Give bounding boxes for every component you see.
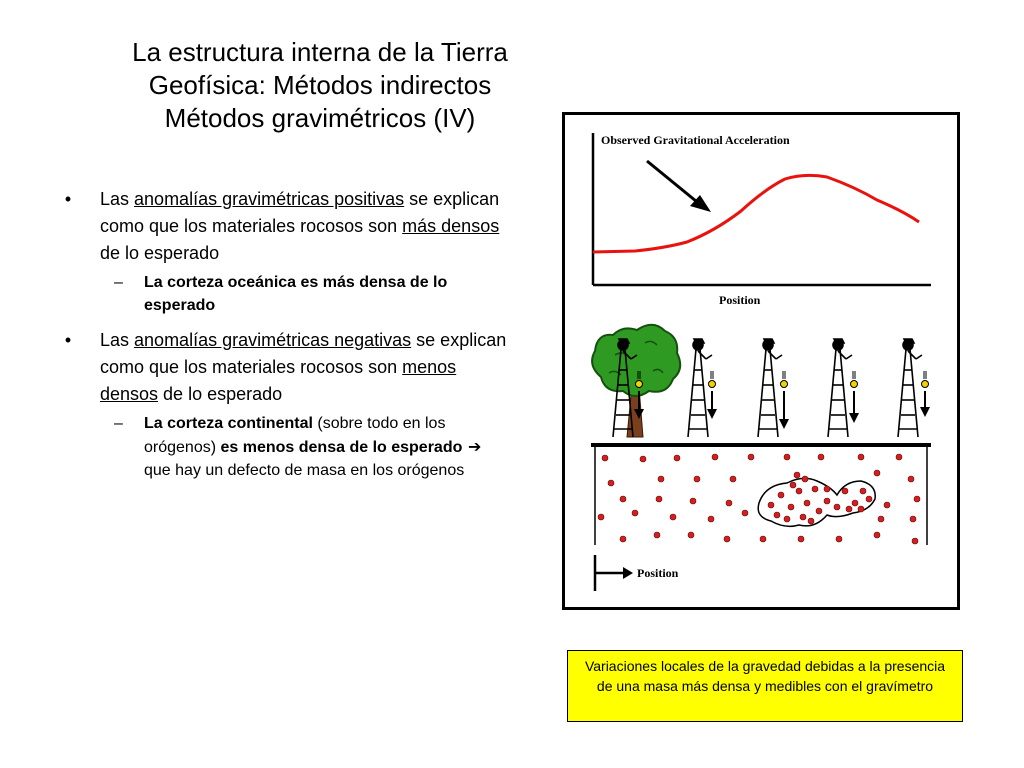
density-particle (874, 470, 880, 476)
bullet-marker: • (64, 330, 72, 350)
density-particle (800, 514, 806, 520)
graph-x-axis-label: Position (719, 293, 761, 307)
tree-icon (592, 325, 680, 437)
density-particle (802, 476, 808, 482)
sub-bullet-text-2: que hay un defecto de masa en los orógenos (144, 462, 465, 479)
density-particle (670, 514, 676, 520)
sub-bullet-marker: – (114, 415, 123, 432)
density-particle (824, 498, 830, 504)
sub-bullet-oceanic-crust (58, 271, 508, 317)
density-particle (620, 536, 626, 542)
sub-bullet-bold: La corteza oceánica es más densa de lo esperado (144, 274, 448, 314)
density-particle (914, 496, 920, 502)
gravity-vector-4 (849, 371, 859, 423)
density-particle (620, 496, 626, 502)
sub-bullet-text-1: (sobre todo en los orógenos) (144, 415, 446, 456)
density-particle (608, 480, 614, 486)
caption-text: Variaciones locales de la gravedad debidas a la presencia de una masa más densa y medibles con el gravímetro (584, 658, 946, 694)
density-particle (912, 538, 918, 544)
slide-title (80, 36, 560, 135)
gravimeter-operator-3 (758, 339, 782, 437)
density-particle (742, 510, 748, 516)
density-particle (790, 482, 796, 488)
underlined-term-density: menos densos (100, 357, 457, 404)
gravimeter-operator-2 (688, 339, 712, 437)
density-particle (694, 476, 700, 482)
density-particle (690, 498, 696, 504)
density-particle (812, 486, 818, 492)
bullet-text-middle: se explican como que los materiales rocosos son (100, 189, 500, 236)
bullet-text-middle: se explican como que los materiales rocosos son (100, 330, 507, 377)
bullet-list (58, 186, 508, 492)
density-particle (778, 492, 784, 498)
density-particle (824, 486, 830, 492)
title-line-2: Geofísica: Métodos indirectos (148, 70, 492, 100)
density-particle (794, 472, 800, 478)
sub-bullet-bold-2: es menos densa de lo esperado (220, 439, 463, 456)
density-particle (774, 512, 780, 518)
density-particle (866, 496, 872, 502)
density-particle (878, 516, 884, 522)
density-particle (804, 500, 810, 506)
density-particles (598, 454, 920, 544)
density-particle (910, 516, 916, 522)
sub-bullet-bold-1: La corteza continental (144, 415, 313, 432)
position-arrow-icon (595, 555, 633, 591)
gravimetry-illustration (565, 115, 957, 607)
density-particle (674, 455, 680, 461)
density-particle (796, 488, 802, 494)
density-particle (726, 500, 732, 506)
bullet-text-suffix: de lo esperado (158, 384, 283, 404)
bullet-text-prefix: Las (100, 189, 135, 209)
density-particle (874, 532, 880, 538)
density-particle (836, 536, 842, 542)
density-particle (852, 500, 858, 506)
density-particle (598, 514, 604, 520)
bullet-positive-anomalies (58, 186, 508, 267)
density-particle (858, 506, 864, 512)
graph-axes (593, 133, 931, 285)
density-particle (818, 454, 824, 460)
gravity-vectors (634, 371, 930, 429)
density-particle (768, 502, 774, 508)
density-particle (712, 454, 718, 460)
density-particle (860, 488, 866, 494)
density-particle (760, 536, 766, 542)
gravimetry-figure (562, 112, 960, 610)
sub-bullet-marker: – (114, 274, 123, 291)
bullet-text-prefix: Las (100, 330, 135, 350)
density-particle (730, 476, 736, 482)
underlined-term: anomalías gravimétricas negativas (134, 330, 412, 350)
density-particle (798, 536, 804, 542)
bullet-marker: • (64, 189, 72, 209)
density-particle (788, 504, 794, 510)
gravimeter-operator-5 (898, 339, 922, 437)
density-particle (858, 454, 864, 460)
density-particle (654, 532, 660, 538)
density-particle (908, 476, 914, 482)
density-particle (688, 532, 694, 538)
density-particle (808, 518, 814, 524)
bullet-negative-anomalies (58, 327, 508, 408)
density-particle (632, 510, 638, 516)
gravimeter-operator-4 (828, 339, 852, 437)
density-particle (658, 476, 664, 482)
density-particle (784, 516, 790, 522)
density-particle (834, 504, 840, 510)
underlined-term: anomalías gravimétricas positivas (134, 189, 405, 209)
density-particle (896, 454, 902, 460)
ground-position-label: Position (637, 566, 679, 580)
underlined-term-density: más densos (402, 216, 500, 236)
title-line-1: La estructura interna de la Tierra (132, 37, 508, 67)
bullet-text-suffix: de lo esperado (100, 243, 220, 263)
gravity-vector-5 (920, 371, 930, 417)
density-particle (842, 488, 848, 494)
density-particle (784, 454, 790, 460)
density-particle (884, 502, 890, 508)
caption-box (567, 650, 963, 722)
graph-title: Observed Gravitational Acceleration (601, 133, 790, 147)
gravity-vector-3 (779, 371, 789, 429)
pointer-arrow-icon (647, 161, 711, 212)
gravity-vector-2 (707, 371, 717, 419)
title-line-3: Métodos gravimétricos (IV) (164, 103, 476, 133)
right-arrow-icon: ➔ (462, 437, 482, 456)
density-particle (656, 496, 662, 502)
density-particle (748, 454, 754, 460)
density-particle (640, 456, 646, 462)
density-particle (708, 516, 714, 522)
gravity-curve (593, 175, 919, 252)
density-particle (846, 506, 852, 512)
density-particle (602, 455, 608, 461)
density-particle (816, 508, 822, 514)
density-particle (724, 536, 730, 542)
sub-bullet-continental-crust (58, 412, 508, 482)
